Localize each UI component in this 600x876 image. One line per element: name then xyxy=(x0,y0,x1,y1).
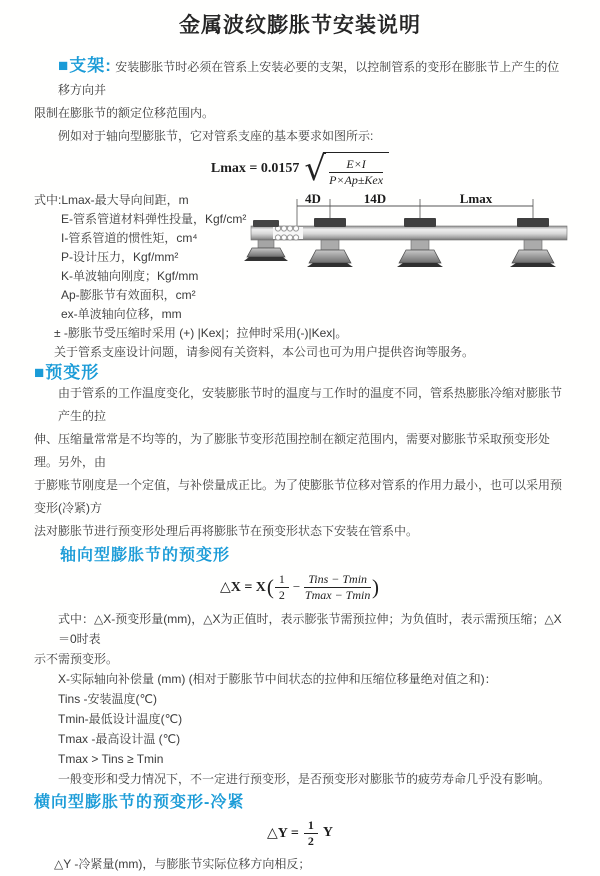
predeform-line: 由于管系的工作温度变化，安装膨胀节时的温度与工作时的温度不同，管系热膨胀冷缩对膨胀节产生的拉 xyxy=(58,386,563,423)
lateral-note-line: △Y -冷紧量(mm)，与膨胀节实际位移方向相反； xyxy=(54,857,311,871)
minus-sign: − xyxy=(292,579,301,594)
pipe-support-diagram xyxy=(243,192,577,290)
guide-support-icon xyxy=(397,218,443,267)
definition-item: 关于管系支座设计问题，请参阅有关资料，本公司也可为用户提供咨询等服务。 xyxy=(54,345,475,359)
axial-definition-line: Tins -安装温度(℃) xyxy=(58,692,158,706)
section-predeform-heading: ■预变形 xyxy=(34,363,100,382)
axial-definition-line: Tmin-最低设计温度(℃) xyxy=(58,712,183,726)
support-intro-line2: 限制在膨胀节的额定位移范围内。 xyxy=(34,106,215,120)
definition-item: 式中:Lmax-最大导向间距，m xyxy=(34,193,189,207)
support-example-line: 例如对于轴向型膨胀节，它对管系支座的基本要求如图所示: xyxy=(58,129,374,143)
lateral-predeform-heading: 横向型膨胀节的预变形-冷紧 xyxy=(34,794,245,811)
bellows-icon xyxy=(273,226,303,240)
axial-definition-line: 一般变形和受力情况下，不一定进行预变形，是否预变形对膨胀节的疲劳寿命几乎没有影响。 xyxy=(58,772,551,786)
predeform-line: 于膨账节刚度是一个定值，与补偿量成正比。为了使膨胀节位移对管系的作用力最小，也可以采用预变形(冷紧)方 xyxy=(34,478,563,515)
formula-dx-denominator: Tmax − Tmin xyxy=(304,587,371,602)
definition-item: ex-单波轴向位移，mm xyxy=(61,307,182,321)
axial-predeform-heading: 轴向型膨胀节的预变形 xyxy=(60,547,231,564)
formula-lmax-denominator: P×Ap±Kex xyxy=(329,172,384,187)
definition-item: Ap-膨胀节有效面积，cm² xyxy=(61,288,196,302)
square-root-icon xyxy=(304,149,389,189)
dimension-label-4d: 4D xyxy=(305,191,321,206)
formula-dx-numerator: Tins − Tmin xyxy=(304,573,371,588)
page-title: 金属波纹膨胀节安装说明 xyxy=(179,14,421,37)
close-paren: ) xyxy=(372,575,380,599)
guide-support-icon xyxy=(510,218,556,267)
axial-predeform-formula xyxy=(0,571,600,603)
one-half-fraction: $\frac{1}{2}$ xyxy=(304,819,318,848)
support-section-first-line xyxy=(34,54,566,102)
one-half-fraction: $\frac{1}{2}$ xyxy=(275,573,289,602)
definition-item: E-管系管道材料弹性投量，Kgf/cm² xyxy=(61,212,247,226)
section-support-heading: ■支架: xyxy=(58,56,112,75)
dimension-label-lmax: Lmax xyxy=(459,191,493,206)
predeform-paragraph xyxy=(0,382,600,543)
axial-definitions xyxy=(0,609,600,789)
definition-item: I-管系管道的惯性矩，cm⁴ xyxy=(61,231,198,245)
formula-dx-lhs: △X = X xyxy=(219,579,266,595)
radical-icon: √ xyxy=(304,149,327,189)
axial-definition-line: Tmax -最高设计温 (℃) xyxy=(58,732,181,746)
predeform-line: 伸、压缩量常常是不均等的，为了膨胀节变形范围控制在额定范围内，需要对膨胀节采取预变形处理。另外，由 xyxy=(34,432,551,469)
definition-item: P-设计压力，Kgf/mm² xyxy=(61,250,179,264)
axial-definition-line: 示不需预变形。 xyxy=(34,652,119,666)
guide-support-icon xyxy=(307,218,353,267)
predeform-line: 法对膨胀节进行预变形处理后再将膨胀节在预变形状态下安装在管系中。 xyxy=(34,524,419,538)
axial-definition-line: X-实际轴向补偿量 (mm) (相对于膨胀节中间状态的拉伸和压缩位移量绝对值之和)： xyxy=(58,672,497,686)
guide-spacing-formula xyxy=(0,150,600,188)
axial-definition-line: 式中：△X-预变形量(mm)，△X为正值时，表示膨张节需预拉伸；为负值时，表示需预压缩；△X＝0时表 xyxy=(58,612,562,646)
axial-definition-line: Tmax > Tins ≥ Tmin xyxy=(58,752,164,766)
formula-lmax-numerator: E×I xyxy=(329,158,383,173)
temperature-ratio-fraction xyxy=(304,573,371,602)
formula-dy-lhs: △Y = xyxy=(267,825,299,841)
definition-item: ± -膨胀节受压缩时采用 (+) |Kex|；拉伸时采用(-)|Kex|。 xyxy=(54,326,348,340)
formula-dy-rhs: Y xyxy=(322,825,333,840)
formula-lmax-lhs: Lmax = 0.0157 xyxy=(210,161,300,176)
dimension-label-14d: 14D xyxy=(363,191,387,206)
support-intro-line1: 安装膨胀节时必须在管系上安装必要的支架，以控制管系的变形在膨胀节上产生的位移方向并 xyxy=(58,60,560,97)
open-paren: ( xyxy=(266,575,274,599)
definition-item: K-单波轴向刚度；Kgf/mm xyxy=(61,269,199,283)
lateral-predeform-formula xyxy=(0,819,600,847)
